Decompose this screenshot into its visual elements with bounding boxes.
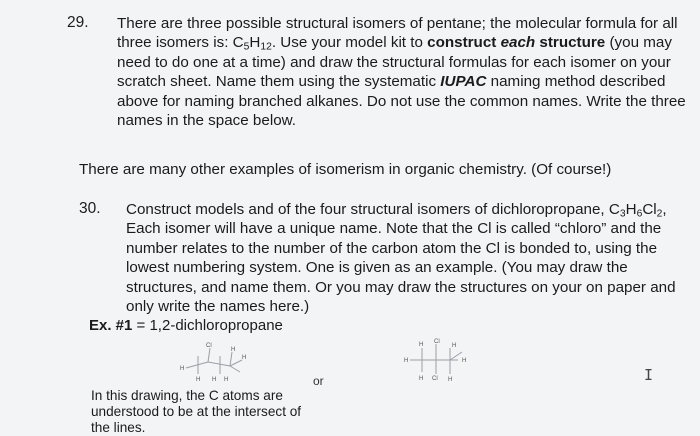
bond-line [230,352,232,366]
bond-line [208,362,230,366]
atom-label: Cl [434,339,440,345]
structural-formula-drawing [402,338,474,384]
question-30-number: 30. [79,200,101,217]
atom-label: H [180,366,185,372]
question-29-text: There are three possible structural isomers of pentane; the molecular formula for all three isomers is: $C_5H_{12}$. Use your model kit to construct each structure (you may need to do one at a time) and draw the structural formulas for each isomer on your scratch sheet. Name them using the systematic IUPAC naming method described above for naming branched alkanes. Do not use the common names. Write the three names in the space below. [117,15,686,130]
atom-label: H [448,377,453,383]
atom-label: H [452,343,457,349]
atom-label: Cl [206,343,212,349]
atom-label: H [212,377,217,383]
text-cursor-icon: I [644,366,654,384]
skeletal-structure-drawing [176,342,256,384]
atom-label: H [231,347,236,353]
atom-label: H [224,377,229,383]
bond-line [186,362,208,368]
atom-label: H [419,342,424,348]
or-label: or [313,374,324,388]
atom-label: H [242,355,247,361]
isomerism-intro: There are many other examples of isomerism in organic chemistry. (Of course!) [79,161,612,178]
bond-line [230,360,242,366]
atom-label: H [419,376,424,382]
atom-label: Cl [432,376,438,382]
atom-label: H [462,358,467,364]
question-29-number: 29. [67,14,89,31]
bond-line [230,366,240,372]
atom-label: H [196,377,201,383]
bond-line [450,352,462,360]
drawing-note: In this drawing, the C atoms are understood to be at the intersect of the lines. [91,388,302,435]
atom-label: H [404,358,409,364]
question-30-text: Construct models and of the four structural isomers of dichloropropane, $C_3H_6Cl_2$, Each isomer will have a unique name. Note that the Cl is called “chloro” and the number relates to the number of the carbon atom the Cl is bonded to, using the lowest numbering system. One is given as an example. (You may draw the structures, and name them. Or you may draw the structures on your on paper and only write the names here.) [126,201,676,316]
example-1: Ex. #1 = 1,2-dichloropropane [89,317,283,334]
bond-line [208,348,210,362]
